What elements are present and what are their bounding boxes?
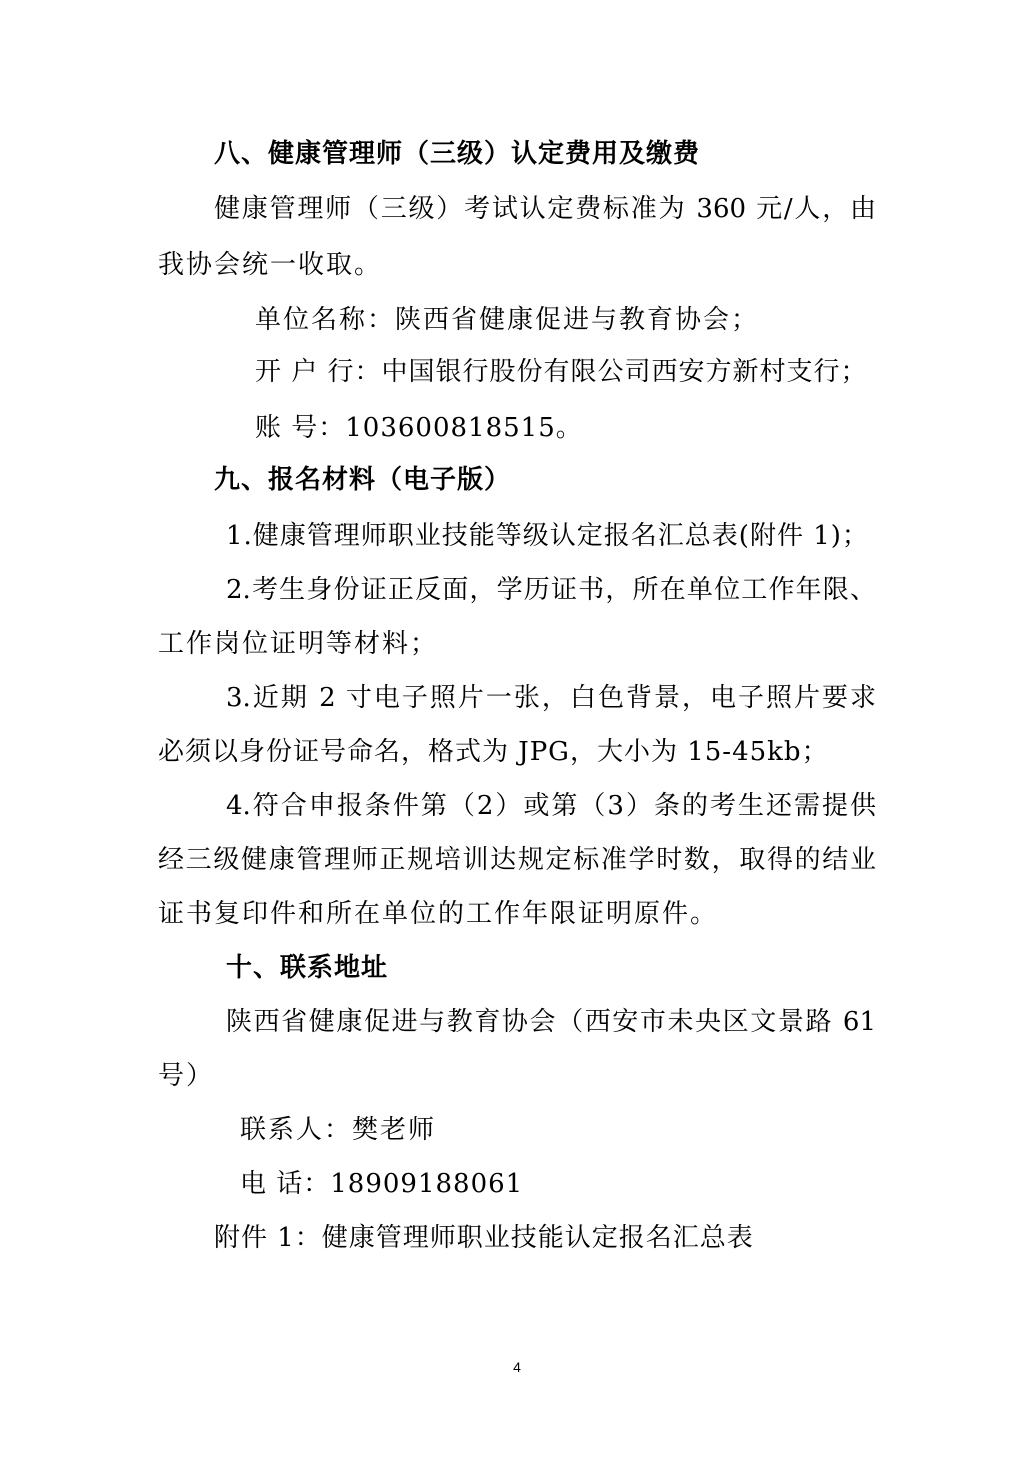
account-number: 账 号：103600818515。 xyxy=(255,413,583,443)
material-item-3-line-1: 3.近期 2 寸电子照片一张，白色背景，电子照片要求 xyxy=(226,683,876,713)
section-9-heading: 九、报名材料（电子版） xyxy=(214,465,512,495)
material-item-4-line-1: 4.符合申报条件第（2）或第（3）条的考生还需提供 xyxy=(226,791,876,821)
page-number: 4 xyxy=(513,1359,521,1375)
bank-name: 开 户 行：中国银行股份有限公司西安方新村支行； xyxy=(255,357,868,387)
material-item-4-line-2: 经三级健康管理师正规培训达规定标准学时数，取得的结业 xyxy=(158,845,876,875)
material-item-2-line-2: 工作岗位证明等材料； xyxy=(158,629,439,659)
address-line-1: 陕西省健康促进与教育协会（西安市未央区文景路 61 xyxy=(226,1007,876,1037)
contact-phone: 电 话：18909188061 xyxy=(240,1169,524,1199)
address-line-2: 号） xyxy=(158,1061,215,1091)
section-8-heading: 八、健康管理师（三级）认定费用及缴费 xyxy=(214,139,701,169)
material-item-4-line-3: 证书复印件和所在单位的工作年限证明原件。 xyxy=(158,899,719,929)
material-item-2-line-1: 2.考生身份证正反面，学历证书，所在单位工作年限、 xyxy=(226,575,876,605)
contact-person: 联系人：樊老师 xyxy=(240,1115,437,1145)
account-name: 单位名称：陕西省健康促进与教育协会； xyxy=(255,305,760,335)
fee-paragraph-line-1: 健康管理师（三级）考试认定费标准为 360 元/人，由 xyxy=(214,194,876,224)
fee-paragraph-line-2: 我协会统一收取。 xyxy=(158,250,383,280)
attachment-note: 附件 1：健康管理师职业技能认定报名汇总表 xyxy=(214,1223,754,1253)
material-item-3-line-2: 必须以身份证号命名，格式为 JPG，大小为 15-45kb； xyxy=(158,737,829,767)
section-10-heading: 十、联系地址 xyxy=(226,953,389,983)
material-item-1: 1.健康管理师职业技能等级认定报名汇总表(附件 1)； xyxy=(226,521,869,551)
